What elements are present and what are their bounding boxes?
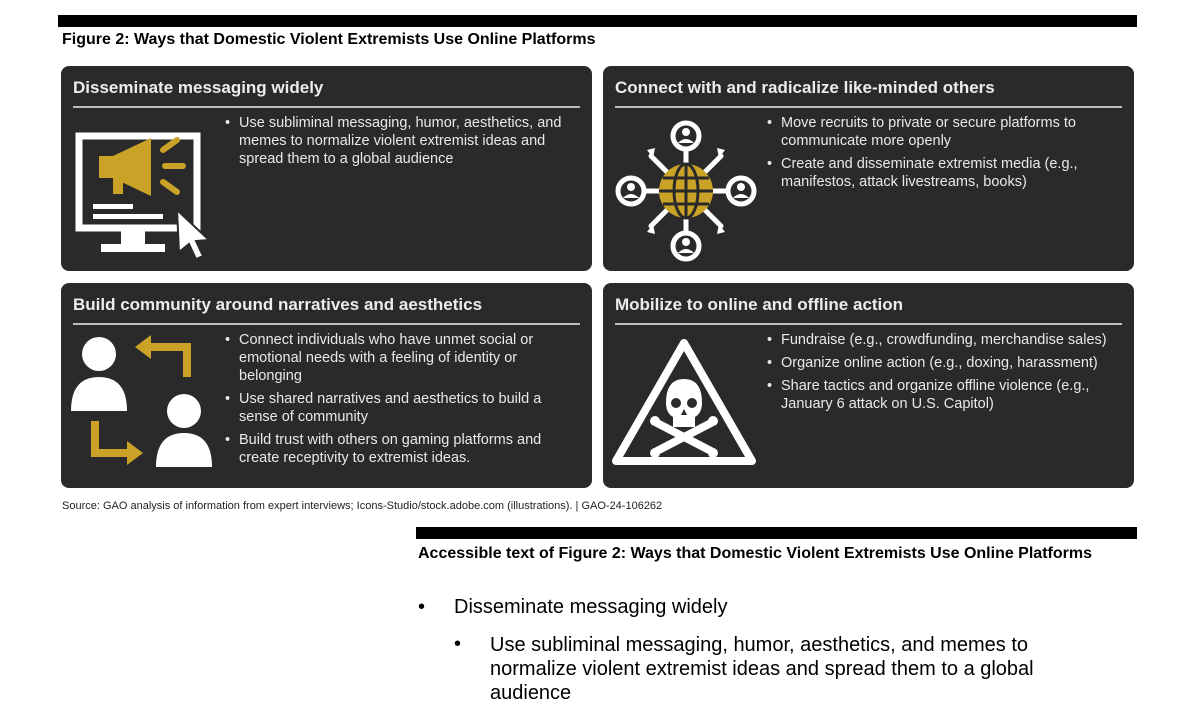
panel-title: Build community around narratives and aesthetics: [73, 295, 483, 314]
accessible-item-text: Disseminate messaging widely: [454, 596, 728, 618]
panel-title: Connect with and radicalize like-minded others: [615, 78, 995, 97]
panel-divider: [615, 323, 1122, 325]
list-item: • Fundraise (e.g., crowdfunding, merchandise sales): [765, 331, 1121, 349]
panel-divider: [73, 106, 580, 108]
list-item: • Build trust with others on gaming platforms and create receptivity to extremist ideas.: [223, 431, 579, 467]
accessible-text-title: Accessible text of Figure 2: Ways that Domestic Violent Extremists Use Online Platforms: [418, 545, 1092, 562]
top-divider-bar: [58, 15, 1137, 27]
list-item: • Use subliminal messaging, humor, aesthetics, and memes to normalize violent extremist ideas and spread them to a global audience: [223, 114, 579, 168]
accessible-divider-bar: [416, 527, 1137, 539]
skull-warning-icon: [609, 333, 759, 483]
panel-bullet-list: [765, 331, 1121, 418]
megaphone-computer-icon: [69, 116, 219, 266]
accessible-sub-item-text: Use subliminal messaging, humor, aesthetics, and memes to normalize violent extremist ideas and spread them to a global audience: [490, 634, 1034, 704]
panel-connect-radicalize: [603, 66, 1134, 271]
figure-title: Figure 2: Ways that Domestic Violent Extremists Use Online Platforms: [62, 31, 596, 48]
figure-source-note: Source: GAO analysis of information from expert interviews; Icons-Studio/stock.adobe.com (illustrations). | GAO-24-106262: [62, 500, 663, 512]
panel-divider: [73, 323, 580, 325]
people-exchange-icon: [69, 329, 219, 479]
panel-disseminate-messaging: [61, 66, 592, 271]
panel-bullet-list: [223, 331, 579, 472]
bullet-symbol: •: [454, 633, 462, 655]
panel-divider: [615, 106, 1122, 108]
list-item: • Organize online action (e.g., doxing, harassment): [765, 354, 1121, 372]
list-item: • Move recruits to private or secure platforms to communicate more openly: [765, 114, 1121, 150]
panel-mobilize-action: [603, 283, 1134, 488]
list-item: • Create and disseminate extremist media (e.g., manifestos, attack livestreams, books): [765, 155, 1121, 191]
list-item: • Connect individuals who have unmet social or emotional needs with a feeling of identity or belonging: [223, 331, 579, 385]
bullet-symbol: •: [418, 596, 426, 618]
panel-title: Disseminate messaging widely: [73, 78, 324, 97]
accessible-sub-item: [454, 633, 1114, 705]
panel-bullet-list: [223, 114, 579, 173]
globe-network-icon: [611, 116, 761, 266]
panel-title: Mobilize to online and offline action: [615, 295, 904, 314]
list-item: • Use shared narratives and aesthetics to build a sense of community: [223, 390, 579, 426]
panel-build-community: [61, 283, 592, 488]
panel-bullet-list: [765, 114, 1121, 196]
list-item: • Share tactics and organize offline violence (e.g., January 6 attack on U.S. Capitol): [765, 377, 1121, 413]
